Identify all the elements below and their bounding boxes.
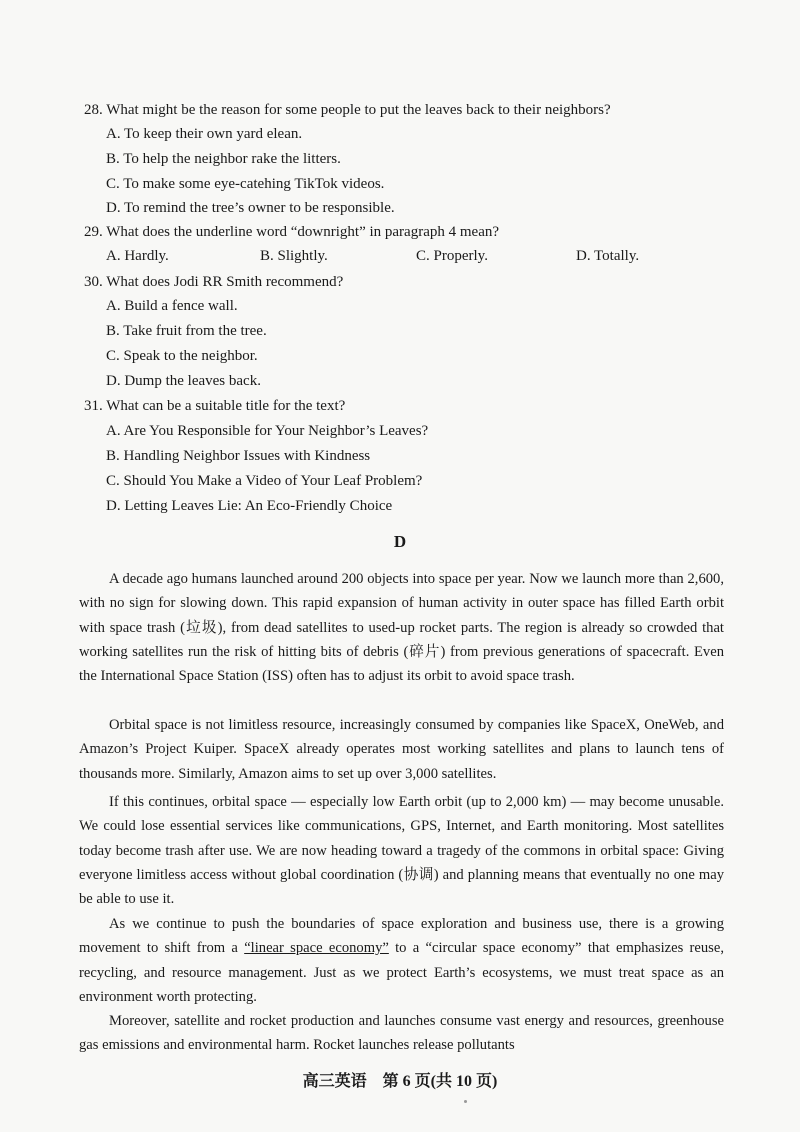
paragraph-4-text-start: As we continue to push the boundaries of space exploration and business use, there is a growing movement to shift from a <box>79 916 724 957</box>
question-31-stem: 31. What can be a suitable title for the text? <box>84 398 346 414</box>
question-31-option-b: B. Handling Neighbor Issues with Kindness <box>106 448 371 464</box>
passage-paragraph-2: Orbital space is not limitless resource, increasingly consumed by companies like SpaceX, OneWeb, and Amazon’s Project Kuiper. SpaceX already operates most working satellites and plans to launch tens of thousands more. Similarly, Amazon aims to set up over 3,000 satellites. <box>79 717 724 782</box>
question-30-stem: 30. What does Jodi RR Smith recommend? <box>84 274 344 290</box>
question-28-option-a: A. To keep their own yard elean. <box>106 126 303 142</box>
question-31-option-d: D. Letting Leaves Lie: An Eco-Friendly Choice <box>106 498 393 514</box>
passage-paragraph-3: If this continues, orbital space — especially low Earth orbit (up to 2,000 km) — may become unusable. We could lose essential services like communications, GPS, Internet, and Earth monitoring. Most satellites today become trash after use. We are now heading toward a tragedy of the commons in orbital space: Giving everyone limitless access without global coordination (协调) and planning means that eventually no one may be able to use it. <box>79 794 724 908</box>
question-28-option-c: C. To make some eye-catehing TikTok videos. <box>106 176 385 192</box>
question-30-option-c: C. Speak to the neighbor. <box>106 348 258 364</box>
question-31-option-c: C. Should You Make a Video of Your Leaf Problem? <box>106 473 423 489</box>
question-29-option-d: D. Totally. <box>576 248 640 264</box>
passage-paragraph-1: A decade ago humans launched around 200 objects into space per year. Now we launch more than 2,600, with no sign for slowing down. This rapid expansion of human activity in outer space has filled Earth orbit with space trash (垃圾), from dead satellites to used-up rocket parts. The region is already so crowded that working satellites run the risk of hitting bits of debris (碎片) from previous generations of spacecraft. Even the International Space Station (ISS) often has to adjust its orbit to avoid space trash. <box>79 571 724 685</box>
page-footer: 高三英语 第 6 页(共 10 页) <box>302 1073 498 1090</box>
question-29-option-b: B. Slightly. <box>260 248 328 264</box>
passage-paragraph-4 <box>79 912 724 1009</box>
question-30-option-b: B. Take fruit from the tree. <box>106 323 267 339</box>
question-28-option-d: D. To remind the tree’s owner to be responsible. <box>106 200 395 216</box>
paragraph-4-text-end: to a “circular space economy” that emphasizes reuse, recycling, and resource management. Just as we protect Earth’s ecosystems, we must treat space as an environment worth protecting. <box>79 940 724 1005</box>
question-29-option-c: C. Properly. <box>416 248 488 264</box>
scan-speck <box>464 1100 467 1103</box>
question-31-option-a: A. Are You Responsible for Your Neighbor’s Leaves? <box>106 423 429 439</box>
question-30-option-a: A. Build a fence wall. <box>106 298 238 314</box>
passage-paragraph-5: Moreover, satellite and rocket production and launches consume vast energy and resources, greenhouse gas emissions and environmental harm. Rocket launches release pollutants <box>79 1013 724 1054</box>
question-29-option-a: A. Hardly. <box>106 248 169 264</box>
question-29-stem: 29. What does the underline word “downright” in paragraph 4 mean? <box>84 224 500 240</box>
underlined-phrase: “linear space economy” <box>244 940 389 957</box>
question-28-option-b: B. To help the neighbor rake the litters. <box>106 151 341 167</box>
section-title: D <box>393 532 407 551</box>
question-28-stem: 28. What might be the reason for some people to put the leaves back to their neighbors? <box>84 102 611 118</box>
question-30-option-d: D. Dump the leaves back. <box>106 373 261 389</box>
